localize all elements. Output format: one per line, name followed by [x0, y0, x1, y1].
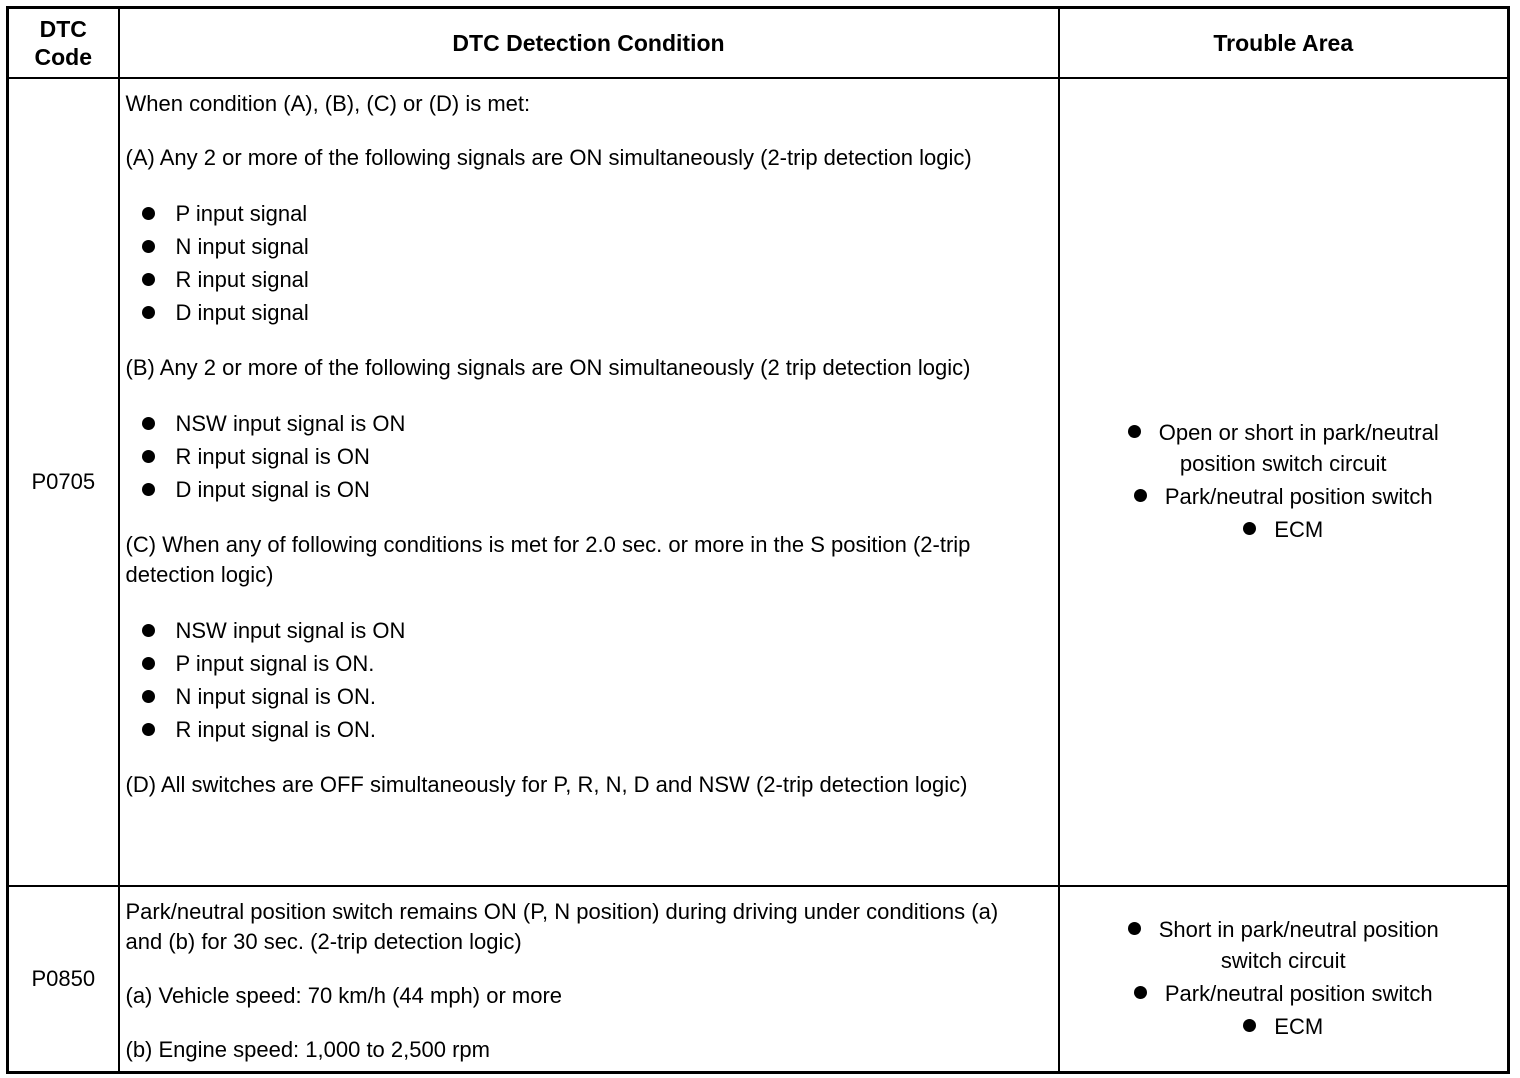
table-row — [8, 78, 1509, 886]
trouble-area-cell — [1059, 886, 1509, 1073]
list-item: P input signal — [142, 197, 1028, 230]
bullet-icon — [142, 273, 155, 286]
list-item: Short in park/neutral position switch circuit — [1103, 914, 1463, 976]
list-item: Open or short in park/neutral position switch circuit — [1103, 417, 1463, 479]
list-item: Park/neutral position switch — [1103, 978, 1463, 1009]
list-item: ECM — [1103, 1011, 1463, 1042]
bullet-icon — [142, 657, 155, 670]
list-item: R input signal is ON. — [142, 713, 1028, 746]
condition-d: (D) All switches are OFF simultaneously for P, R, N, D and NSW (2-trip detection logic) — [125, 772, 968, 797]
bullet-icon — [1134, 986, 1147, 999]
header-dtc-code-line2: Code — [34, 44, 92, 70]
condition-b: (b) Engine speed: 1,000 to 2,500 rpm — [125, 1037, 490, 1062]
detection-condition-cell — [119, 78, 1059, 886]
list-item: NSW input signal is ON — [142, 614, 1028, 647]
bullet-icon — [142, 207, 155, 220]
list-item: N input signal — [142, 230, 1028, 263]
list-item: P input signal is ON. — [142, 647, 1028, 680]
bullet-icon — [142, 417, 155, 430]
bullet-icon — [1134, 489, 1147, 502]
condition-b: (B) Any 2 or more of the following signals are ON simultaneously (2 trip detection logic) — [125, 355, 971, 380]
table-row — [8, 886, 1509, 1073]
condition-c: (C) When any of following conditions is met for 2.0 sec. or more in the S position (2-trip detection logic) — [125, 532, 971, 587]
bullet-icon — [142, 306, 155, 319]
trouble-area-list — [1103, 914, 1463, 1042]
header-row — [8, 8, 1509, 79]
dtc-code-cell: P0705 — [8, 78, 119, 886]
header-dtc-code — [8, 8, 119, 79]
header-trouble-area: Trouble Area — [1059, 8, 1509, 79]
list-item: R input signal is ON — [142, 440, 1028, 473]
bullet-icon — [1243, 1019, 1256, 1032]
bullet-icon — [142, 723, 155, 736]
bullet-icon — [142, 450, 155, 463]
bullet-icon — [142, 240, 155, 253]
bullet-icon — [1128, 922, 1141, 935]
bullet-icon — [142, 690, 155, 703]
bullet-icon — [1243, 522, 1256, 535]
condition-a-list — [126, 197, 1028, 329]
bullet-icon — [142, 624, 155, 637]
list-item: D input signal — [142, 296, 1028, 329]
dtc-table — [6, 6, 1510, 1074]
list-item: N input signal is ON. — [142, 680, 1028, 713]
dtc-code-cell: P0850 — [8, 886, 119, 1073]
trouble-area-list — [1103, 417, 1463, 545]
bullet-icon — [1128, 425, 1141, 438]
bullet-icon — [142, 483, 155, 496]
list-item: NSW input signal is ON — [142, 407, 1028, 440]
trouble-area-cell — [1059, 78, 1509, 886]
condition-a: (a) Vehicle speed: 70 km/h (44 mph) or more — [125, 983, 563, 1008]
list-item: ECM — [1103, 514, 1463, 545]
header-dtc-code-line1: DTC — [39, 16, 87, 42]
condition-intro: When condition (A), (B), (C) or (D) is met: — [125, 91, 531, 116]
condition-c-list — [126, 614, 1028, 746]
detection-condition-cell — [119, 886, 1059, 1073]
condition-b-list — [126, 407, 1028, 506]
list-item: D input signal is ON — [142, 473, 1028, 506]
list-item: R input signal — [142, 263, 1028, 296]
condition-a: (A) Any 2 or more of the following signals are ON simultaneously (2-trip detection logic) — [125, 145, 972, 170]
condition-intro: Park/neutral position switch remains ON (P, N position) during driving under conditions (a) and (b) for 30 sec. (2-trip detection logic) — [125, 899, 999, 954]
list-item: Park/neutral position switch — [1103, 481, 1463, 512]
header-detection-condition: DTC Detection Condition — [119, 8, 1059, 79]
